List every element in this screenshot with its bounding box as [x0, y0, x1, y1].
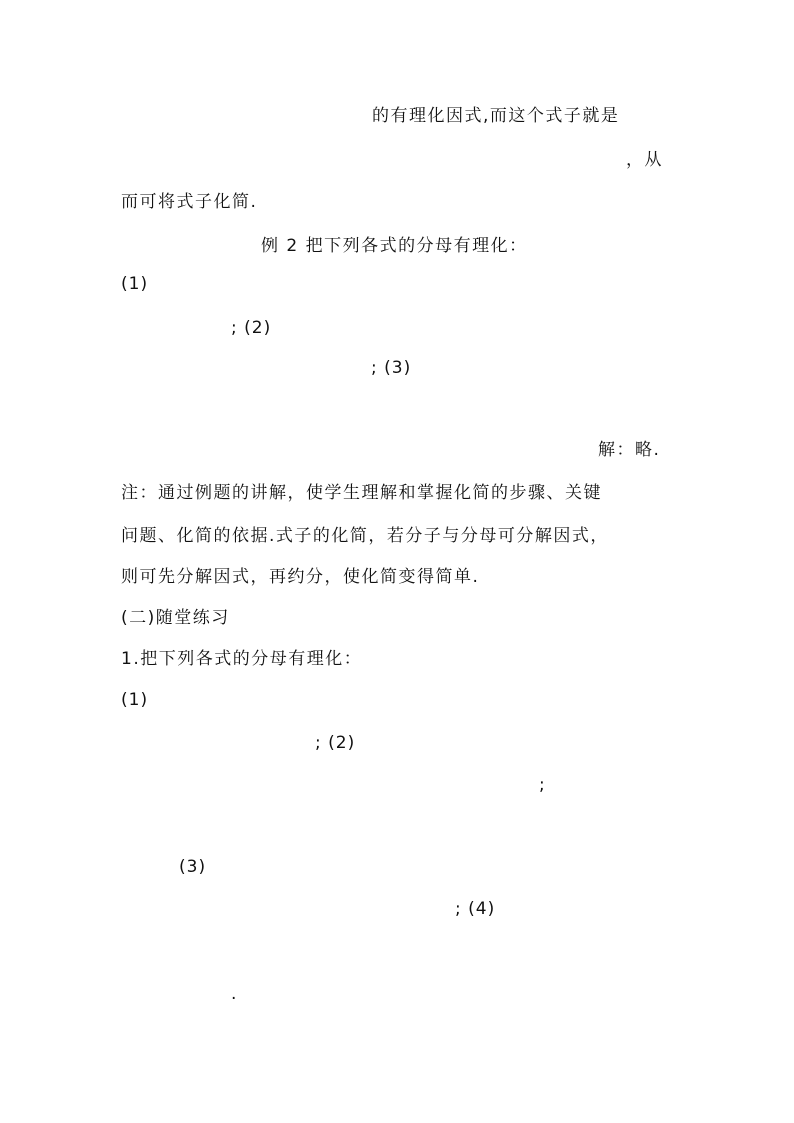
example-2-item-1: (1)	[121, 274, 149, 294]
exercise-1-item-1: (1)	[121, 690, 149, 710]
text-line-continuation: ，从	[626, 150, 663, 170]
exercise-1-semicolon: ;	[539, 775, 546, 795]
exercise-1-title: 1.把下列各式的分母有理化：	[121, 649, 363, 669]
note-line-2: 问题、化简的依据.式子的化简，若分子与分母可分解因式，	[121, 526, 609, 546]
answer-text: 解：略.	[598, 440, 661, 460]
example-2-item-3: ; (3)	[371, 358, 412, 378]
exercise-1-end-period: .	[231, 984, 238, 1004]
text-line-rationalizing-factor: 的有理化因式,而这个式子就是	[372, 106, 620, 126]
exercise-1-item-2: ; (2)	[315, 733, 356, 753]
text-line-simplify: 而可将式子化简.	[121, 192, 258, 212]
note-line-3: 则可先分解因式，再约分，使化简变得简单.	[121, 567, 480, 587]
exercise-1-item-3: (3)	[179, 857, 207, 877]
section-title-practice: (二)随堂练习	[121, 608, 230, 628]
exercise-1-item-4: ; (4)	[455, 899, 496, 919]
note-line-1: 注：通过例题的讲解，使学生理解和掌握化简的步骤、关键	[121, 483, 602, 503]
example-2-item-2: ; (2)	[231, 318, 272, 338]
example-2-title: 例 2 把下列各式的分母有理化：	[261, 236, 528, 256]
